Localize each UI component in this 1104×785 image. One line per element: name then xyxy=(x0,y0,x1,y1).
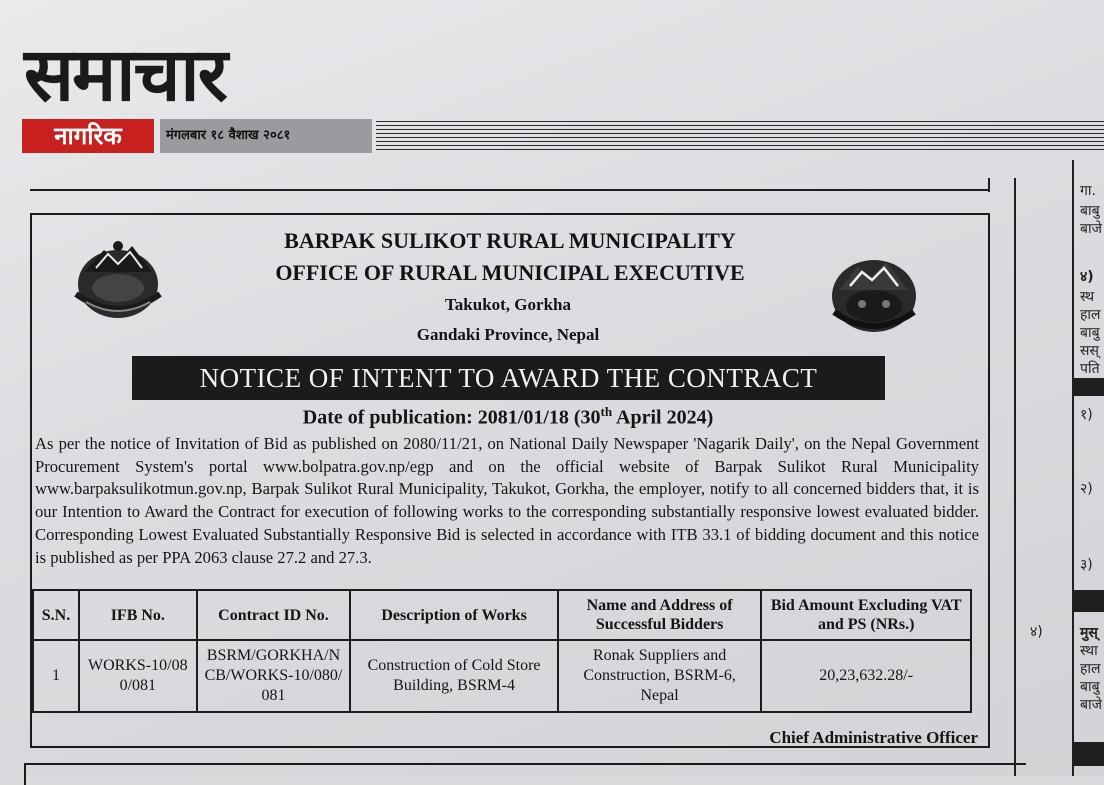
table-row xyxy=(33,640,971,712)
cell-description: Construction of Cold Store Building, BSRM-4 xyxy=(350,640,558,712)
side-fragment: ३) xyxy=(1080,557,1093,573)
adjacent-column xyxy=(1074,165,1104,776)
column-top-rule xyxy=(30,189,990,191)
notice-title: NOTICE OF INTENT TO AWARD THE CONTRACT xyxy=(132,356,885,400)
notice-body: As per the notice of Invitation of Bid as published on 2080/11/21, on National Daily Newspaper 'Nagarik Daily', on the Nepal Government Procurement System's portal www.bolpatra.gov.np/egp and on the official website of Barpak Sulikot Rural Municipality www.barpaksulikotmun.gov.np, Barpak Sulikot Rural Municipality, Takukot, Gorkha, the employer, notify to all concerned bidders that, it is our Intention to Award the Contract for execution of following works to the corresponding substantially responsive lowest evaluated bidder. Corresponding Lowest Evaluated Substantially Responsive Bid is selected in accordance with ITB 33.1 of bidding document and this notice is published as per PPA 2063 clause 27.2 and 27.3. xyxy=(35,434,979,567)
table-header-row xyxy=(33,590,971,640)
side-fragment: हाल xyxy=(1080,307,1101,323)
newspaper-logo: नागरिक xyxy=(22,119,154,153)
side-fragment: बाजे xyxy=(1080,221,1103,237)
side-fragment: बाबु xyxy=(1080,203,1100,219)
side-fragment: हाल xyxy=(1080,661,1101,677)
side-fragment: १) xyxy=(1080,407,1093,423)
column-divider xyxy=(1014,178,1016,776)
newspaper-brand-row xyxy=(22,119,1104,153)
publication-date-sup: th xyxy=(600,404,613,419)
side-fragment: सस् xyxy=(1080,343,1099,359)
side-fragment: बाबु xyxy=(1080,325,1100,341)
side-fragment: २) xyxy=(1080,481,1093,497)
header-ifb: IFB No. xyxy=(79,590,197,640)
header-description: Description of Works xyxy=(350,590,558,640)
header-bidder: Name and Address of Successful Bidders xyxy=(558,590,762,640)
cell-contract-id: BSRM/GORKHA/NCB/WORKS-10/080/081 xyxy=(197,640,351,712)
publication-date-suffix: April 2024) xyxy=(612,406,714,429)
side-fragment: स्थ xyxy=(1080,289,1095,305)
side-fragment: पति xyxy=(1080,361,1100,377)
side-fragment: गा. xyxy=(1080,183,1096,199)
publication-date-prefix: Date of publication: 2081/01/18 (30 xyxy=(302,406,601,429)
cell-sn: 1 xyxy=(33,640,79,712)
header-sn: S.N. xyxy=(33,590,79,640)
header-amount: Bid Amount Excluding VAT and PS (NRs.) xyxy=(761,590,971,640)
side-item-number: ४) xyxy=(1030,624,1043,640)
side-fragment: स्था xyxy=(1080,643,1098,659)
side-fragment: बाबु xyxy=(1080,679,1100,695)
office-location: Takukot, Gorkha xyxy=(445,295,571,314)
cell-bidder: Ronak Suppliers and Construction, BSRM-6, Nepal xyxy=(558,640,762,712)
section-masthead: समाचार xyxy=(24,32,226,118)
issue-date: मंगलबार १८ वैशाख २०८१ xyxy=(160,119,372,153)
side-fragment: मुस् xyxy=(1080,625,1098,641)
office-name: OFFICE OF RURAL MUNICIPAL EXECUTIVE xyxy=(275,260,745,285)
cell-ifb: WORKS-10/080/081 xyxy=(79,640,197,712)
side-fragment: बाजे xyxy=(1080,697,1103,713)
award-table xyxy=(32,589,972,713)
publication-date xyxy=(0,404,1016,430)
signatory: Chief Administrative Officer xyxy=(769,728,978,747)
office-province: Gandaki Province, Nepal xyxy=(416,325,600,344)
organization-name: BARPAK SULIKOT RURAL MUNICIPALITY xyxy=(284,228,736,253)
header-contract-id: Contract ID No. xyxy=(197,590,351,640)
decorative-rules xyxy=(376,121,1104,151)
column-top-rule-end xyxy=(988,178,990,192)
next-article-frame xyxy=(24,763,1026,785)
side-fragment: ४) xyxy=(1080,269,1094,285)
cell-amount: 20,23,632.28/- xyxy=(761,640,971,712)
